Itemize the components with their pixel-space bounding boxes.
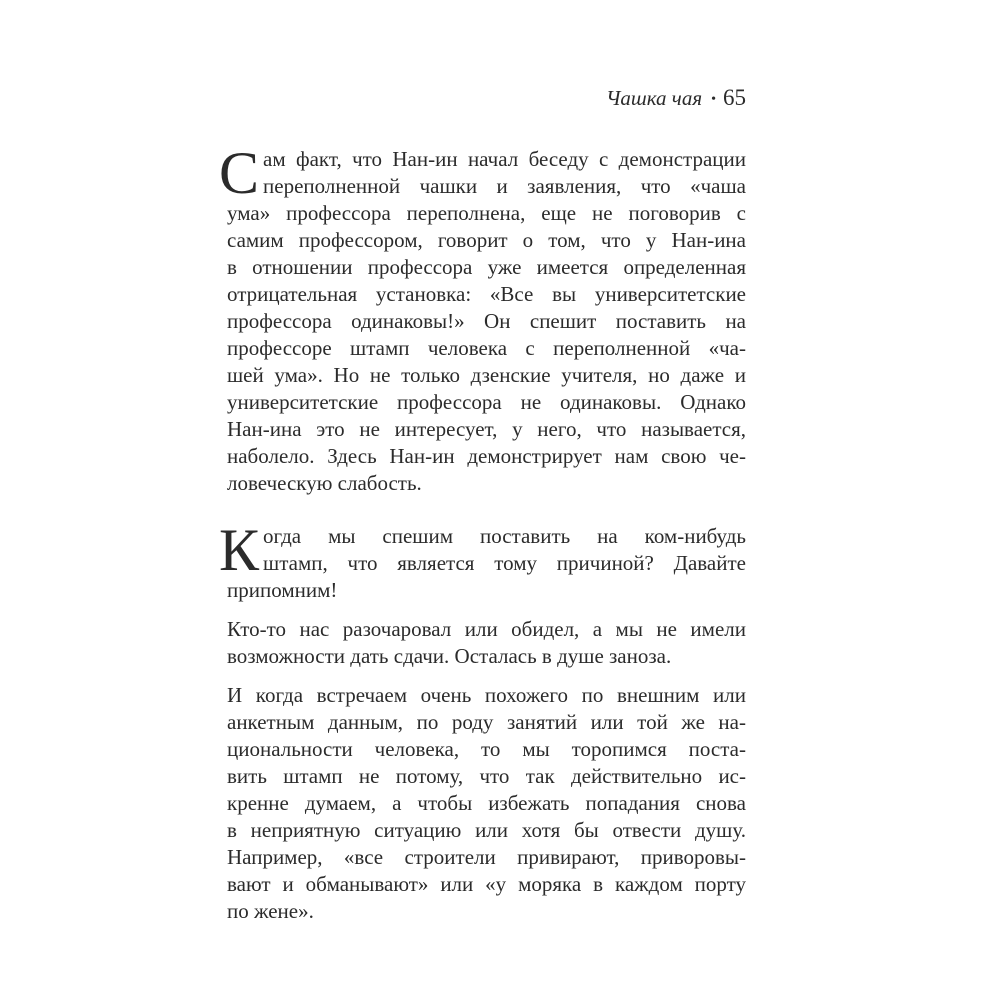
text-line: по жене». (227, 899, 314, 923)
text-line: ловеческую слабость. (227, 471, 422, 495)
text-line: вить штамп не потому, что так действительно ис- (227, 764, 746, 788)
bullet-separator-icon: • (711, 92, 716, 107)
text-line: отрицательная установка: «Все вы университетские (227, 282, 746, 306)
text-line: самим профессором, говорит о том, что у Нан-ина (227, 228, 746, 252)
text-line: профессора одинаковы!» Он спешит поставить на (227, 309, 746, 333)
text-line: в отношении профессора уже имеется определенная (227, 255, 746, 279)
paragraph (227, 616, 746, 670)
running-title: Чашка чая (605, 86, 703, 110)
text-line: вают и обманывают» или «у моряка в каждом порту (227, 872, 746, 896)
text-line: кренне думаем, а чтобы избежать попадания снова (227, 791, 746, 815)
paragraph (219, 517, 746, 604)
book-page-text-column (219, 84, 746, 925)
page-header (227, 84, 746, 113)
drop-cap: С (219, 140, 260, 206)
text-line: циональности человека, то мы торопимся поста- (227, 737, 746, 761)
text-line: Кто-то нас разочаровал или обидел, а мы не имели (227, 617, 746, 641)
text-line: припомним! (227, 578, 338, 602)
paragraph (227, 682, 746, 925)
text-block (219, 140, 746, 925)
text-line: штамп, что является тому причиной? Давайте (263, 551, 746, 575)
text-line: шей ума». Но не только дзенские учителя, но даже и (227, 363, 746, 387)
text-line: огда мы спешим поставить на ком-нибудь (263, 524, 746, 548)
text-line: университетские профессора не одинаковы. Однако (227, 390, 746, 414)
text-line: ума» профессора переполнена, еще не поговорив с (227, 201, 746, 225)
text-line: возможности дать сдачи. Осталась в душе заноза. (227, 644, 672, 668)
paragraph (219, 140, 746, 497)
text-line: наболело. Здесь Нан-ин демонстрирует нам свою че- (227, 444, 746, 468)
text-line: переполненной чашки и заявления, что «чаша (263, 174, 746, 198)
page-number: 65 (723, 85, 746, 110)
text-line: Нан-ина это не интересует, у него, что называется, (227, 417, 746, 441)
text-line: И когда встречаем очень похожего по внешним или (227, 683, 746, 707)
text-line: анкетным данным, по роду занятий или той же на- (227, 710, 746, 734)
text-line: в неприятную ситуацию или хотя бы отвести душу. (227, 818, 746, 842)
text-line: ам факт, что Нан-ин начал беседу с демонстрации (263, 147, 746, 171)
text-line: профессоре штамп человека с переполненной «ча- (227, 336, 746, 360)
drop-cap: К (219, 517, 260, 583)
text-line: Например, «все строители привирают, приворовы- (227, 845, 746, 869)
